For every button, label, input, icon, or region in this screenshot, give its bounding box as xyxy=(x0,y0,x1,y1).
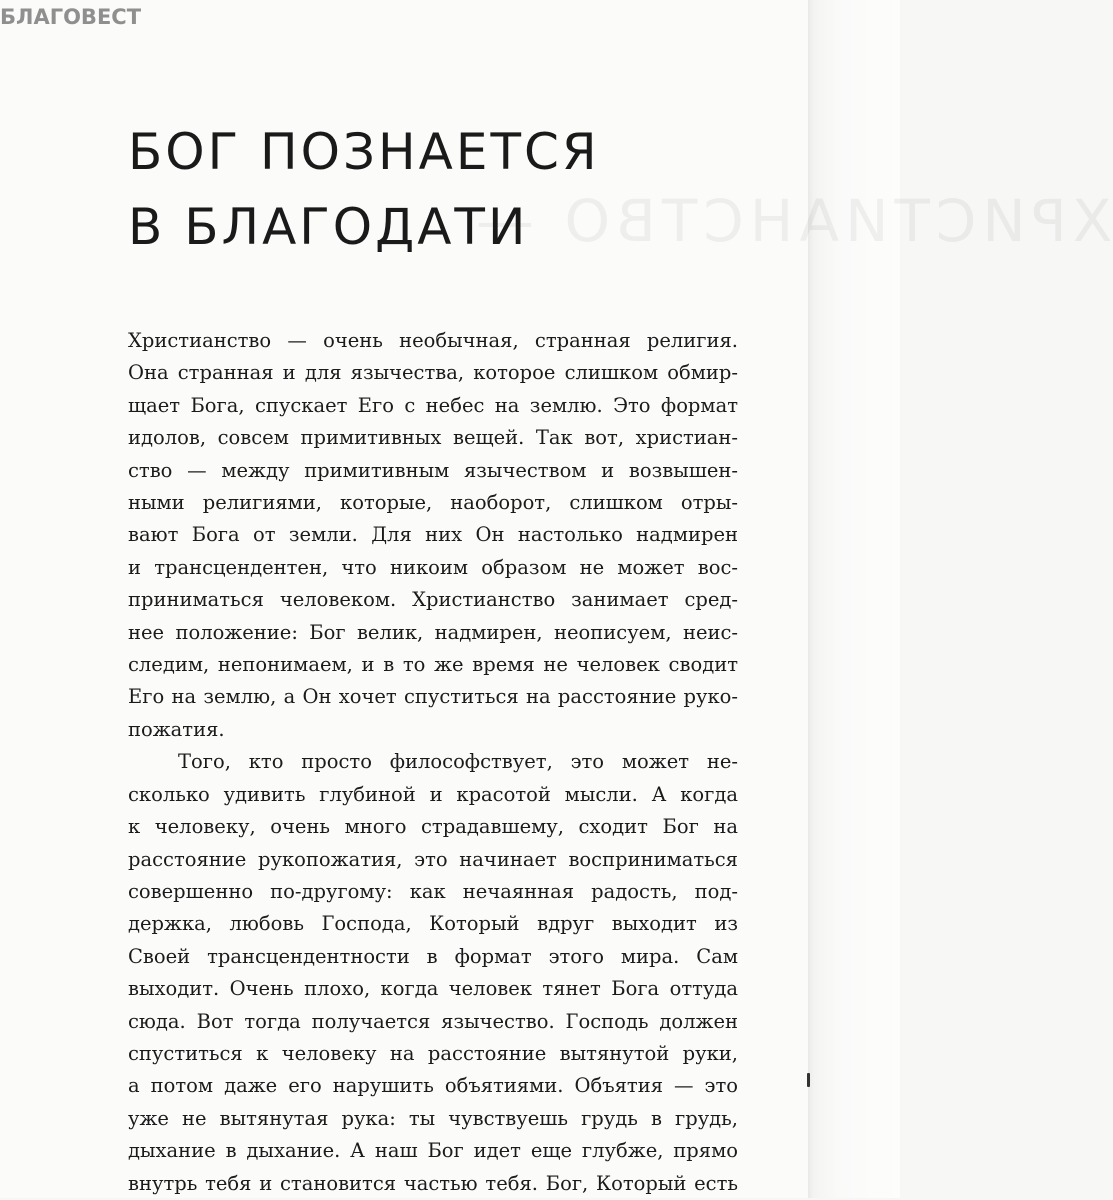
text-line: дыхание в дыхание. А наш Бог идет еще глубже, прямо xyxy=(128,1139,738,1163)
text-line: держка, любовь Господа, Который вдруг выходит из xyxy=(128,912,738,936)
text-line: следим, непонимаем, и в то же время не человек сводит xyxy=(128,653,738,677)
chapter-title-line-2: В БЛАГОДАТИ xyxy=(128,198,529,256)
page-edge-mark xyxy=(807,1073,810,1087)
text-line: совершенно по-другому: как нечаянная радость, под- xyxy=(128,879,738,903)
text-line: Своей трансцендентности в формат этого мира. Сам xyxy=(128,944,738,968)
chapter-title xyxy=(128,115,600,265)
text-line: идолов, совсем примитивных вещей. Так вот, христиан- xyxy=(128,426,738,450)
text-line: приниматься человеком. Христианство занимает сред- xyxy=(128,588,738,612)
text-line: выходит. Очень плохо, когда человек тянет Бога оттуда xyxy=(128,977,738,1001)
text-line: Его на землю, а Он хочет спуститься на расстояние руко- xyxy=(128,685,738,709)
text-line: нее положение: Бог велик, надмирен, неописуем, неис- xyxy=(128,620,738,644)
body-text xyxy=(128,325,738,1200)
text-line: щает Бога, спускает Его с небес на землю. Это формат xyxy=(128,393,738,417)
text-line: уже не вытянутая рука: ты чувствуешь грудь в грудь, xyxy=(128,1106,738,1130)
paragraph-1 xyxy=(128,325,738,746)
text-line: к человеку, очень много страдавшему, сходит Бог на xyxy=(128,815,738,839)
text-line: и трансцендентен, что никоим образом не может вос- xyxy=(128,555,738,579)
text-line: внутрь тебя и становится частью тебя. Бог, Который есть xyxy=(128,1171,738,1195)
text-line: спуститься к человеку на расстояние вытянутой руки, xyxy=(128,1041,738,1065)
text-line: расстояние рукопожатия, это начинает восприниматься xyxy=(128,847,738,871)
facing-page-edge xyxy=(808,0,900,1198)
text-line: вают Бога от земли. Для них Он настолько надмирен xyxy=(128,523,738,547)
text-line: ство — между примитивным язычеством и возвышен- xyxy=(128,458,738,482)
text-line: Она странная и для язычества, которое слишком обмир- xyxy=(128,361,738,385)
show-through-text: ХРИСТИАНСТВО — xyxy=(470,187,1113,255)
text-line: а потом даже его нарушить объятиями. Объятия — это xyxy=(128,1074,738,1098)
text-line: Того, кто просто философствует, это может не- xyxy=(178,750,738,774)
chapter-title-line-1: БОГ ПОЗНАЕТСЯ xyxy=(128,123,600,181)
paragraph-2 xyxy=(128,746,738,1200)
text-line: пожатия. xyxy=(128,717,225,741)
text-line: ными религиями, которые, наоборот, слишком отры- xyxy=(128,491,738,515)
text-line: сюда. Вот тогда получается язычество. Господь должен xyxy=(128,1009,738,1033)
text-line: Христианство — очень необычная, странная религия. xyxy=(128,329,738,352)
text-line: сколько удивить глубиной и красотой мысли. А когда xyxy=(128,782,738,806)
store-watermark: БЛАГОВЕСТ xyxy=(0,5,142,29)
